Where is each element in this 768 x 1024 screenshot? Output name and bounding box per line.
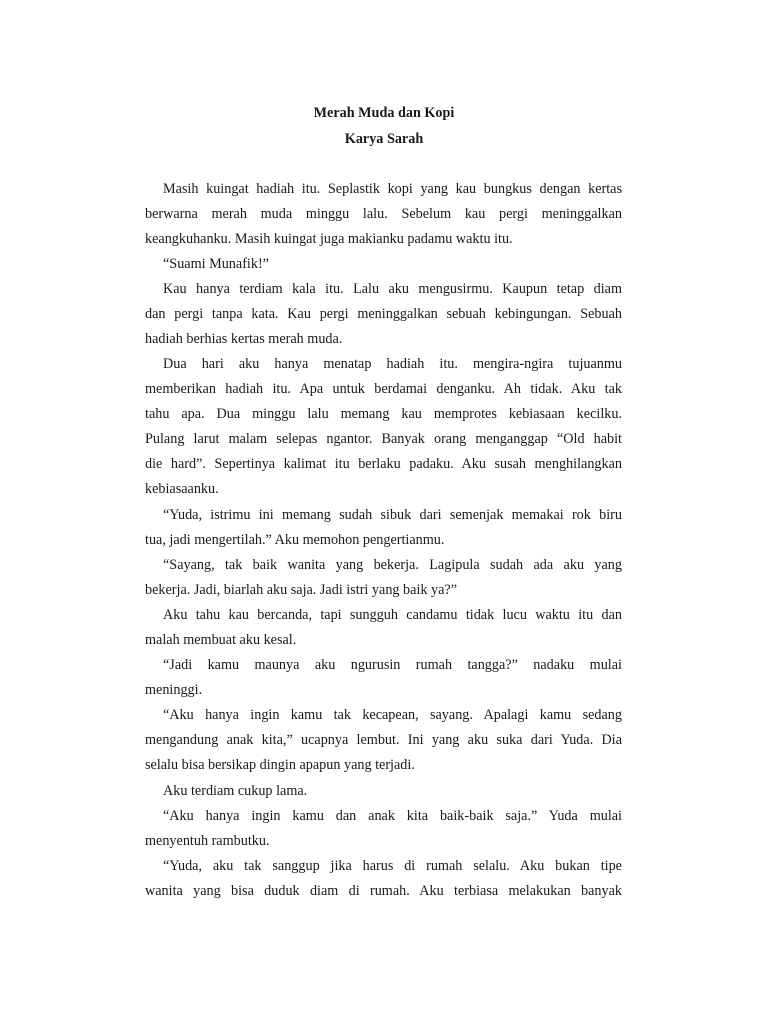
text-line: wanita yang bisa duduk diam di rumah. Aku terbiasa melakukan banyak [145, 883, 622, 899]
text-line: “Aku hanya ingin kamu tak kecapean, sayang. Apalagi kamu sedang [163, 707, 622, 723]
document-author: Karya Sarah [344, 131, 424, 147]
text-line: “Suami Munafik!” [163, 256, 269, 272]
text-line: Pulang larut malam selepas ngantor. Banyak orang menganggap “Old habit [145, 431, 622, 447]
text-line: Aku tahu kau bercanda, tapi sungguh candamu tidak lucu waktu itu dan [163, 607, 622, 623]
text-line: “Yuda, aku tak sanggup jika harus di rumah selalu. Aku bukan tipe [163, 858, 622, 874]
text-line: mengandung anak kita,” ucapnya lembut. Ini yang aku suka dari Yuda. Dia [145, 732, 622, 748]
text-line: dan pergi tanpa kata. Kau pergi meninggalkan sebuah kebingungan. Sebuah [145, 306, 622, 322]
text-line: keangkuhanku. Masih kuingat juga makianku padamu waktu itu. [145, 231, 513, 247]
text-line: memberikan hadiah itu. Apa untuk berdamai denganku. Ah tidak. Aku tak [145, 381, 622, 397]
text-line: die hard”. Sepertinya kalimat itu berlaku padaku. Aku susah menghilangkan [145, 456, 622, 472]
text-line: berwarna merah muda minggu lalu. Sebelum kau pergi meninggalkan [145, 206, 622, 222]
text-line: “Jadi kamu maunya aku ngurusin rumah tangga?” nadaku mulai [163, 657, 622, 673]
text-line: Kau hanya terdiam kala itu. Lalu aku mengusirmu. Kaupun tetap diam [163, 281, 622, 297]
text-line: meninggi. [145, 682, 203, 698]
text-line: Aku terdiam cukup lama. [163, 783, 308, 799]
text-line: Masih kuingat hadiah itu. Seplastik kopi yang kau bungkus dengan kertas [163, 181, 622, 197]
text-line: bekerja. Jadi, biarlah aku saja. Jadi istri yang baik ya?” [145, 582, 458, 598]
text-line: selalu bisa bersikap dingin apapun yang terjadi. [145, 757, 415, 773]
text-line: “Sayang, tak baik wanita yang bekerja. Lagipula sudah ada aku yang [163, 557, 622, 573]
text-line: kebiasaanku. [145, 481, 219, 497]
text-line: malah membuat aku kesal. [145, 632, 297, 648]
text-line: “Yuda, istrimu ini memang sudah sibuk dari semenjak memakai rok biru [163, 507, 622, 523]
text-line: menyentuh rambutku. [145, 833, 270, 849]
text-line: tua, jadi mengertilah.” Aku memohon pengertianmu. [145, 532, 445, 548]
document-title: Merah Muda dan Kopi [313, 105, 455, 121]
text-line: hadiah berhias kertas merah muda. [145, 331, 343, 347]
text-line: “Aku hanya ingin kamu dan anak kita baik-baik saja.” Yuda mulai [163, 808, 622, 824]
text-line: tahu apa. Dua minggu lalu memang kau memprotes kebiasaan kecilku. [145, 406, 622, 422]
text-line: Dua hari aku hanya menatap hadiah itu. mengira-ngira tujuanmu [163, 356, 622, 372]
